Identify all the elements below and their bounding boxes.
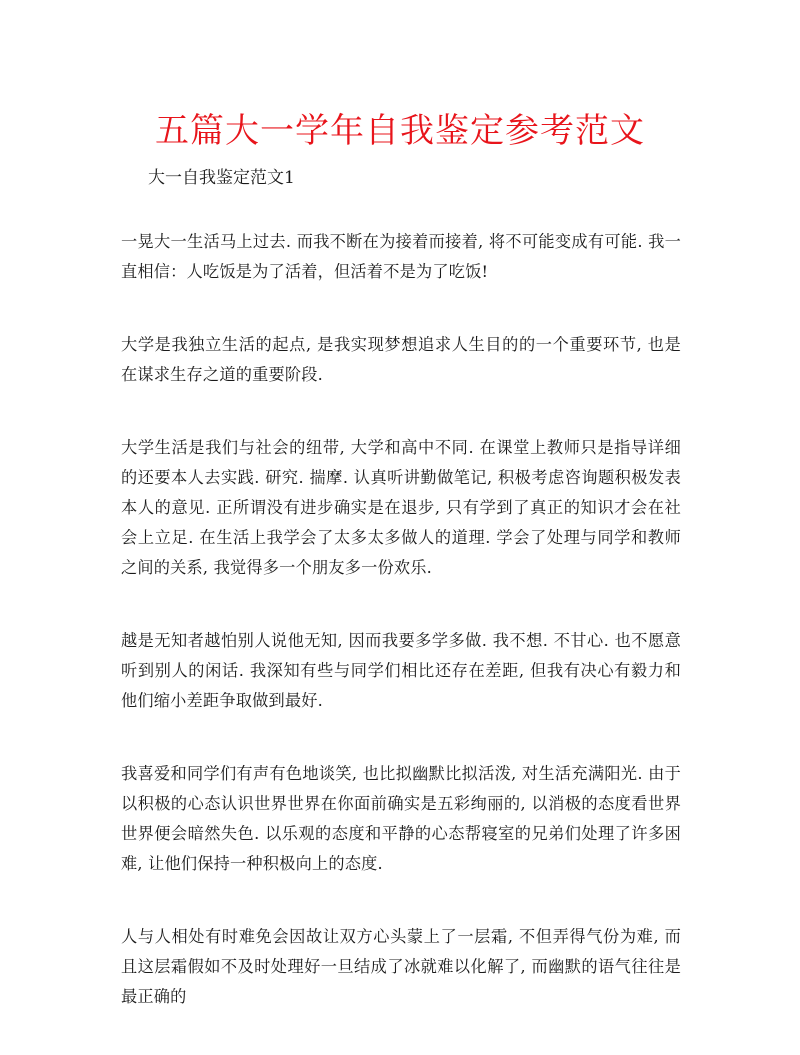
- paragraph-5: 我喜爱和同学们有声有色地谈笑, 也比拟幽默比拟活泼, 对生活充满阳光. 由于以积极的心态认识世界世界在你面前确实是五彩绚丽的, 以消极的态度看世界世界便会暗然失色. 以乐观的态度和平静的心态帮寝室的兄弟们处理了许多困难, 让他们保持一种积极向上的态度.: [121, 764, 681, 873]
- paragraph-6: 人与人相处有时难免会因故让双方心头蒙上了一层霜, 不但弄得气份为难, 而且这层霜假如不及时处理好一旦结成了冰就难以化解了, 而幽默的语气往往是最正确的: [121, 927, 681, 1006]
- section-subtitle: 大一自我鉴定范文1: [148, 168, 295, 188]
- document-body: [121, 227, 681, 1055]
- page-title: 五篇大一学年自我鉴定参考范文: [155, 111, 645, 151]
- paragraph-1: 一晃大一生活马上过去. 而我不断在为接着而接着, 将不可能变成有可能. 我一直相信：人吃饭是为了活着，但活着不是为了吃饭!: [121, 232, 681, 281]
- paragraph-4: 越是无知者越怕别人说他无知, 因而我要多学多做. 我不想. 不甘心. 也不愿意听到别人的闲话. 我深知有些与同学们相比还存在差距, 但我有决心有毅力和他们缩小差距争取做到最好.: [121, 631, 681, 710]
- paragraph-2: 大学是我独立生活的起点, 是我实现梦想追求人生目的的一个重要环节, 也是在谋求生存之道的重要阶段.: [121, 335, 681, 384]
- paragraph-3: 大学生活是我们与社会的纽带, 大学和高中不同. 在课堂上教师只是指导详细的还要本人去实践. 研究. 揣摩. 认真听讲勤做笔记, 积极考虑咨询题积极发表本人的意见. 正所谓没有进步确实是在退步, 只有学到了真正的知识才会在社会上立足. 在生活上我学会了太多太多做人的道理. 学会了处理与同学和教师之间的关系, 我觉得多一个朋友多一份欢乐.: [121, 438, 681, 577]
